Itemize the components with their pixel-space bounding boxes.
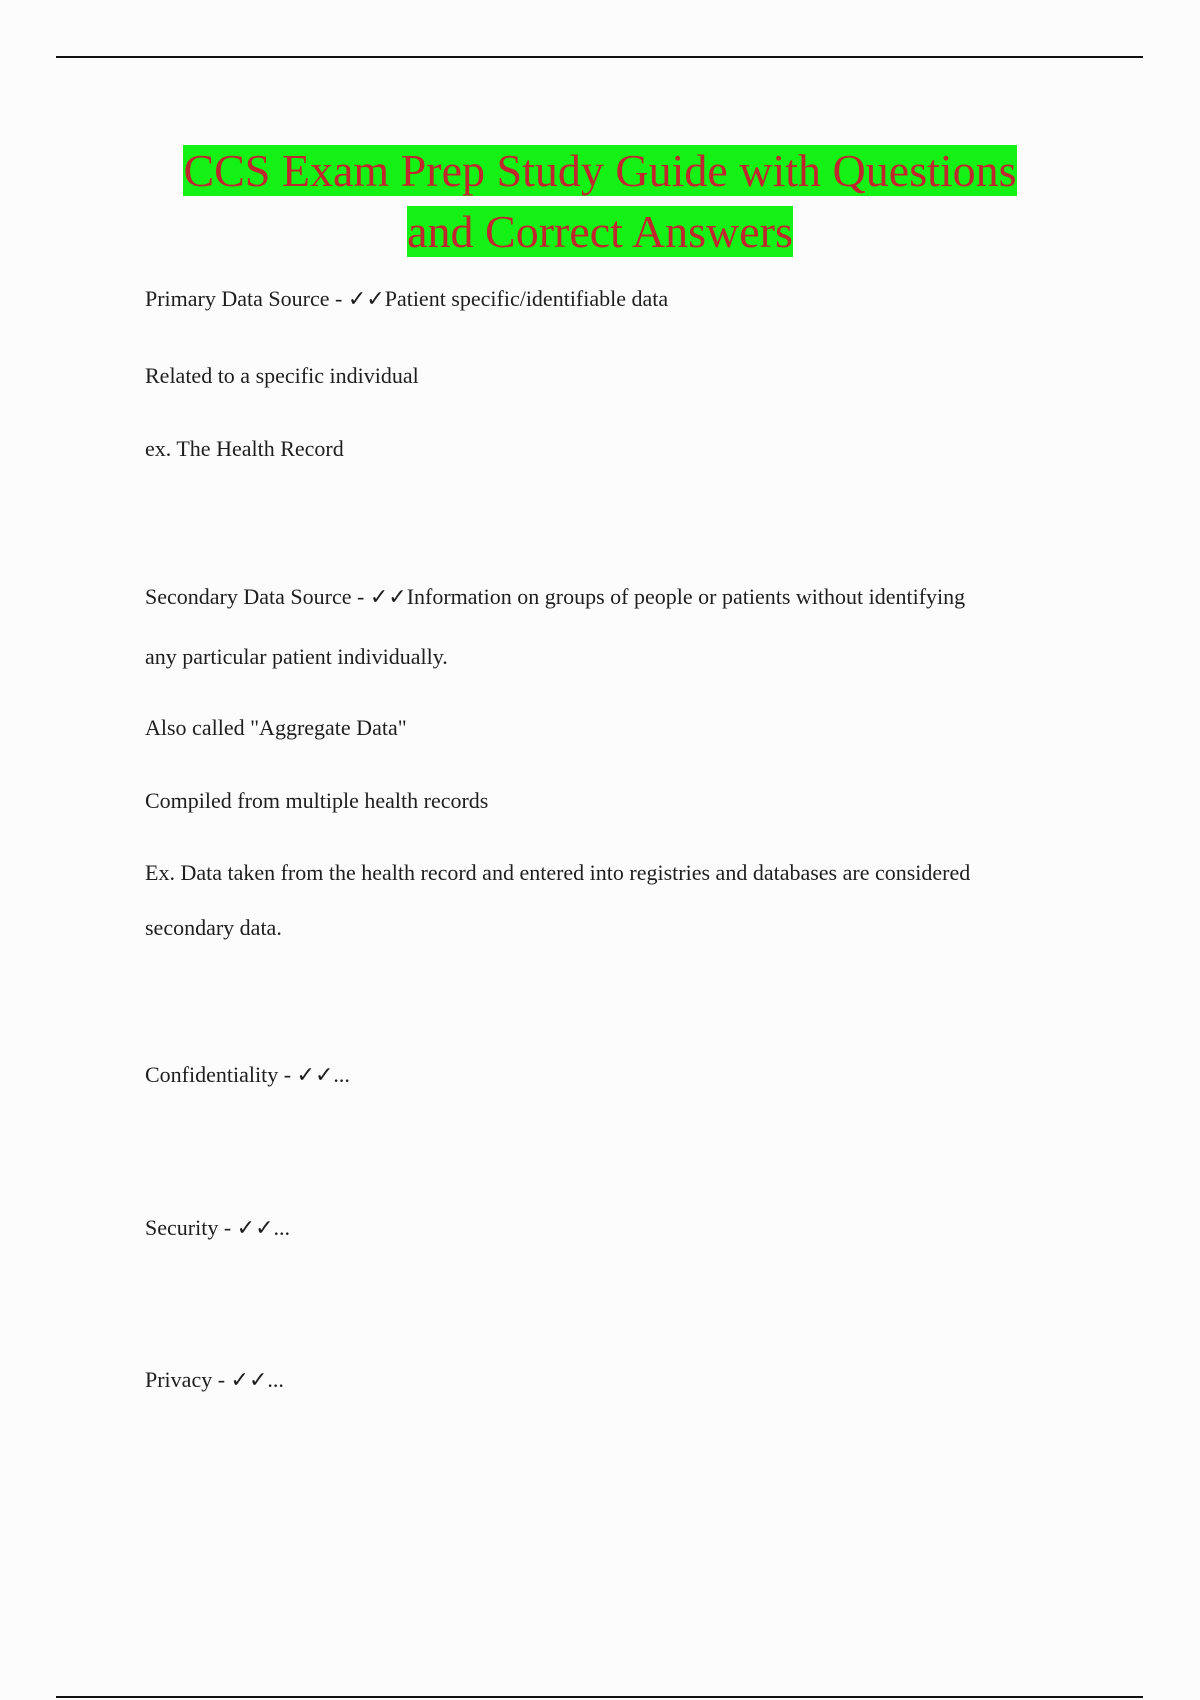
entry-answer: Information on groups of people or patients without identifying [406,584,966,609]
entry-answer: ... [267,1367,284,1392]
double-check-icon: ✓✓ [236,1216,274,1241]
entry-answer: ... [273,1215,291,1240]
entry-confidentiality [145,1061,350,1090]
entry-line: ex. The Health Record [145,436,344,461]
double-check-icon: ✓✓ [296,1063,334,1088]
double-check-icon: ✓✓ [347,287,385,312]
entry-line: Compiled from multiple health records [145,788,489,813]
entry-term: Security - [145,1215,237,1240]
entry-line: Related to a specific individual [145,363,419,388]
bottom-rule [56,1696,1143,1698]
double-check-icon: ✓✓ [369,585,407,610]
entry-line: Ex. Data taken from the health record and entered into registries and databases are considered [145,860,971,885]
document-title [100,140,1100,262]
title-line-1: CCS Exam Prep Study Guide with Questions [183,145,1017,196]
double-check-icon: ✓✓ [230,1368,268,1393]
title-line-2: and Correct Answers [407,206,793,257]
top-rule [56,56,1143,58]
entry-term: Secondary Data Source - [145,584,370,609]
entry-privacy [145,1366,284,1395]
entry-term: Confidentiality - [145,1062,297,1087]
entry-answer: ... [333,1062,350,1087]
entry-term: Privacy - [145,1367,231,1392]
entry-secondary-data-source [145,583,965,612]
entry-line: any particular patient individually. [145,644,448,669]
entry-term: Primary Data Source - [145,286,348,311]
entry-answer: Patient specific/identifiable data [384,286,669,311]
entry-primary-data-source [145,285,668,314]
entry-line: secondary data. [145,915,282,940]
entry-security [145,1214,290,1243]
entry-line: Also called "Aggregate Data" [145,715,407,740]
